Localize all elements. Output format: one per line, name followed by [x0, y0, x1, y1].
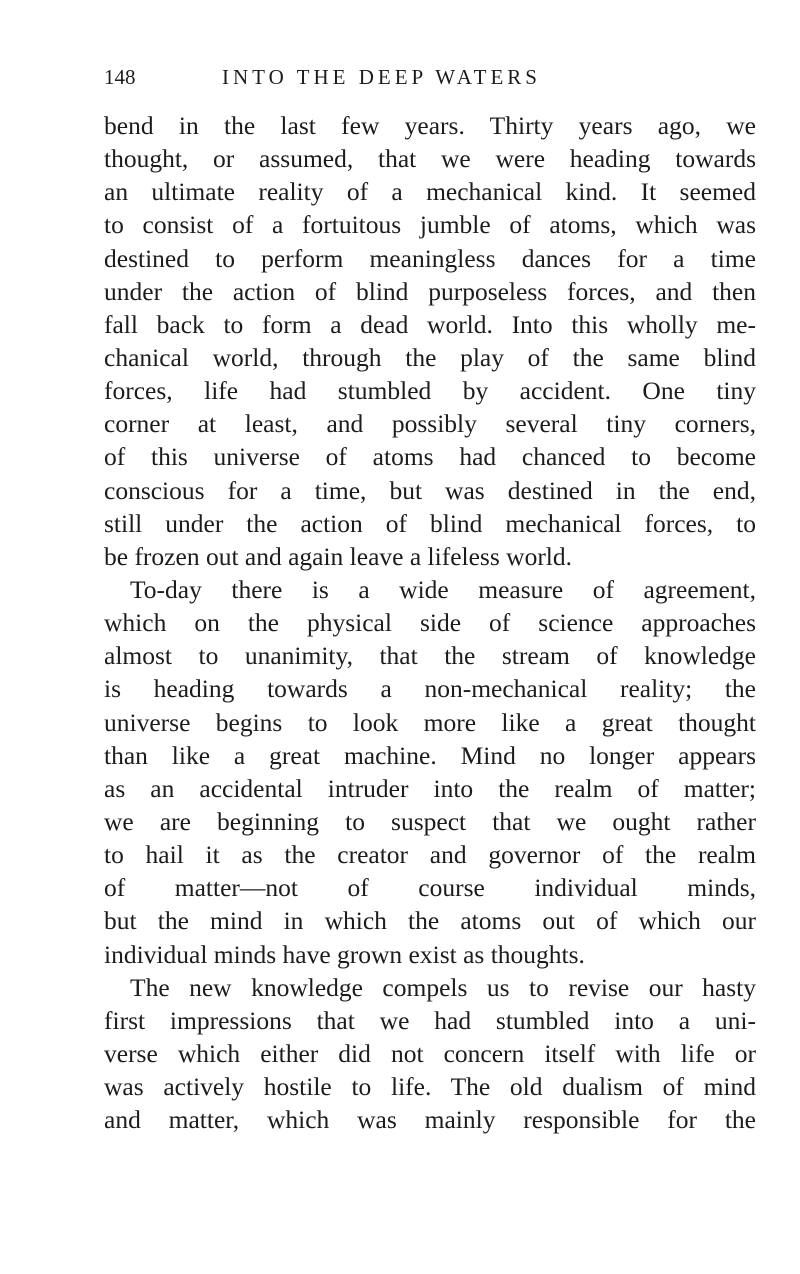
- text-line: still under the action of blind mechanical forces, to: [104, 508, 756, 538]
- paragraph-end-line: individual minds have grown exist as thoughts.: [104, 939, 585, 969]
- text-line: under the action of blind purposeless forces, and then: [104, 276, 756, 306]
- text-line: destined to perform meaningless dances for a time: [104, 243, 756, 273]
- text-line: fall back to form a dead world. Into this wholly me-: [104, 309, 756, 339]
- text-line: which on the physical side of science approaches: [104, 608, 756, 638]
- text-line: forces, life had stumbled by accident. One tiny: [104, 376, 756, 406]
- paragraph-start-line: The new knowledge compels us to revise our hasty: [130, 972, 756, 1002]
- text-line: as an accidental intruder into the realm of matter;: [104, 773, 756, 803]
- text-line: chanical world, through the play of the same blind: [104, 342, 756, 372]
- text-line: of matter—not of course individual minds,: [104, 873, 756, 903]
- paragraph-start-line: To-day there is a wide measure of agreement,: [130, 574, 756, 604]
- running-title: INTO THE DEEP WATERS: [222, 65, 541, 89]
- text-line: universe begins to look more like a great thought: [104, 707, 756, 737]
- text-line: was actively hostile to life. The old dualism of mind: [104, 1072, 756, 1102]
- text-line: to hail it as the creator and governor of the realm: [104, 840, 756, 870]
- text-line: to consist of a fortuitous jumble of atoms, which was: [104, 210, 756, 240]
- body-text: [104, 109, 756, 1136]
- text-line: conscious for a time, but was destined in the end,: [104, 475, 756, 505]
- text-line: than like a great machine. Mind no longer appears: [104, 740, 756, 770]
- paragraph-end-line: be frozen out and again leave a lifeless world.: [104, 541, 573, 571]
- text-line: verse which either did not concern itself with life or: [104, 1038, 756, 1068]
- text-line: bend in the last few years. Thirty years ago, we: [104, 111, 756, 140]
- text-line: almost to unanimity, that the stream of knowledge: [104, 641, 756, 671]
- running-head: [104, 62, 744, 92]
- text-line: is heading towards a non-mechanical reality; the: [104, 674, 756, 704]
- page-number: 148: [104, 65, 136, 89]
- text-line: first impressions that we had stumbled into a uni-: [104, 1005, 756, 1035]
- text-line: corner at least, and possibly several tiny corners,: [104, 409, 756, 439]
- text-line: we are beginning to suspect that we ought rather: [104, 806, 756, 836]
- text-line: but the mind in which the atoms out of which our: [104, 906, 756, 936]
- text-line: thought, or assumed, that we were heading towards: [104, 144, 756, 174]
- text-line: and matter, which was mainly responsible for the: [104, 1105, 756, 1135]
- text-line: of this universe of atoms had chanced to become: [104, 442, 756, 472]
- text-line: an ultimate reality of a mechanical kind. It seemed: [104, 177, 756, 207]
